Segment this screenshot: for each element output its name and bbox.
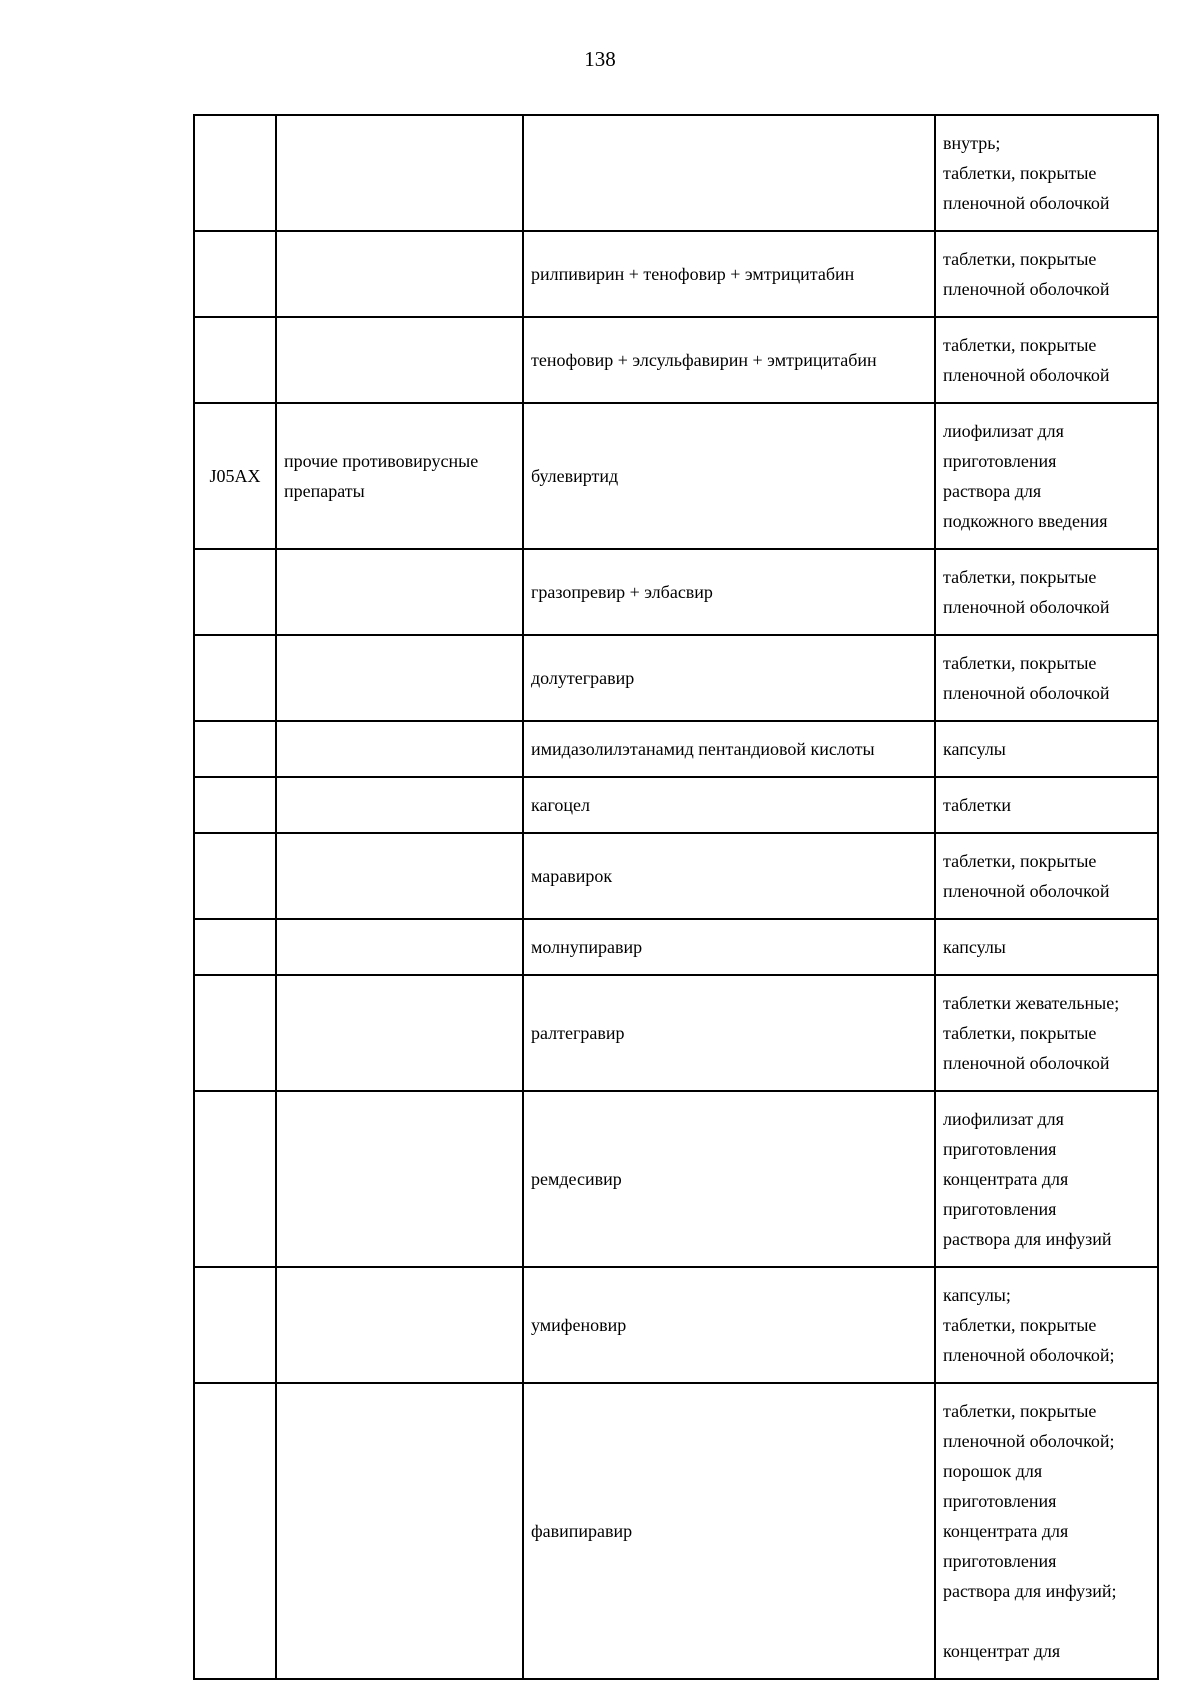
dosage-form-line: приготовления [943, 1491, 1057, 1511]
atc-code-cell [194, 317, 276, 403]
dosage-form-line: капсулы [943, 937, 1006, 957]
dosage-form-cell [935, 317, 1158, 403]
dosage-form-cell [935, 635, 1158, 721]
pharmacological-group-cell [276, 1383, 523, 1679]
group-line: прочие противовирусные [284, 451, 479, 471]
drug-name-cell: фавипиравир [523, 1383, 935, 1679]
dosage-form-line: концентрата для [943, 1169, 1069, 1189]
dosage-form-line: пленочной оболочкой; [943, 1345, 1115, 1365]
dosage-form-line: таблетки, покрытые [943, 249, 1097, 269]
dosage-form-cell [935, 833, 1158, 919]
dosage-form-line: приготовления [943, 1139, 1057, 1159]
table-row [194, 721, 1158, 777]
drug-name-cell: рилпивирин + тенофовир + эмтрицитабин [523, 231, 935, 317]
atc-code-cell [194, 777, 276, 833]
group-line: препараты [284, 481, 365, 501]
atc-code-cell [194, 231, 276, 317]
dosage-form-cell [935, 777, 1158, 833]
atc-code-cell [194, 721, 276, 777]
dosage-form-line: таблетки, покрытые [943, 163, 1097, 183]
dosage-form-line: раствора для [943, 481, 1042, 501]
table-row [194, 231, 1158, 317]
dosage-form-line: лиофилизат для [943, 1109, 1064, 1129]
atc-code-cell: J05AX [194, 403, 276, 549]
dosage-form-line: таблетки, покрытые [943, 567, 1097, 587]
table-row [194, 549, 1158, 635]
pharmacological-group-cell [276, 777, 523, 833]
atc-code-cell [194, 115, 276, 231]
dosage-form-line: пленочной оболочкой [943, 1053, 1110, 1073]
drug-name-cell: умифеновир [523, 1267, 935, 1383]
dosage-form-line: таблетки [943, 795, 1012, 815]
dosage-form-line: пленочной оболочкой [943, 193, 1110, 213]
dosage-form-line: капсулы; [943, 1285, 1011, 1305]
pharmacological-group-cell [276, 975, 523, 1091]
drug-name-cell: имидазолилэтанамид пентандиовой кислоты [523, 721, 935, 777]
dosage-form-cell [935, 919, 1158, 975]
drug-name-cell: ремдесивир [523, 1091, 935, 1267]
atc-code-cell [194, 919, 276, 975]
atc-code-cell [194, 1091, 276, 1267]
dosage-form-line: приготовления [943, 1199, 1057, 1219]
dosage-form-line: концентрата для [943, 1521, 1069, 1541]
atc-code-cell [194, 833, 276, 919]
table-row [194, 833, 1158, 919]
dosage-form-line: таблетки, покрытые [943, 653, 1097, 673]
dosage-form-line: таблетки жевательные; [943, 993, 1120, 1013]
dosage-form-line: таблетки, покрытые [943, 1315, 1097, 1335]
dosage-form-line: капсулы [943, 739, 1006, 759]
pharmacological-group-cell [276, 833, 523, 919]
dosage-form-line: таблетки, покрытые [943, 1023, 1097, 1043]
dosage-form-cell [935, 975, 1158, 1091]
atc-code-cell [194, 1383, 276, 1679]
dosage-form-line [943, 1606, 1150, 1636]
atc-code-cell [194, 975, 276, 1091]
dosage-form-line: раствора для инфузий; [943, 1581, 1117, 1601]
table-row [194, 1091, 1158, 1267]
dosage-form-line: лиофилизат для [943, 421, 1064, 441]
table-row [194, 317, 1158, 403]
dosage-form-line: раствора для инфузий [943, 1229, 1112, 1249]
dosage-form-line: концентрат для [943, 1641, 1061, 1661]
dosage-form-line: таблетки, покрытые [943, 1401, 1097, 1421]
drug-name-cell: тенофовир + элсульфавирин + эмтрицитабин [523, 317, 935, 403]
dosage-form-line: пленочной оболочкой [943, 597, 1110, 617]
drug-name-cell: ралтегравир [523, 975, 935, 1091]
table-row [194, 1383, 1158, 1679]
drug-table [193, 114, 1159, 1680]
dosage-form-line: пленочной оболочкой [943, 365, 1110, 385]
dosage-form-cell [935, 231, 1158, 317]
drug-name-cell: булевиртид [523, 403, 935, 549]
pharmacological-group-cell [276, 403, 523, 549]
dosage-form-line: пленочной оболочкой [943, 881, 1110, 901]
dosage-form-cell [935, 1267, 1158, 1383]
table-row [194, 919, 1158, 975]
drug-name-cell: гразопревир + элбасвир [523, 549, 935, 635]
dosage-form-line: подкожного введения [943, 511, 1108, 531]
table-row [194, 777, 1158, 833]
pharmacological-group-cell [276, 1267, 523, 1383]
pharmacological-group-cell [276, 635, 523, 721]
pharmacological-group-cell [276, 317, 523, 403]
pharmacological-group-cell [276, 549, 523, 635]
atc-code-cell [194, 635, 276, 721]
pharmacological-group-cell [276, 115, 523, 231]
dosage-form-line: пленочной оболочкой; [943, 1431, 1115, 1451]
pharmacological-group-cell [276, 721, 523, 777]
dosage-form-cell [935, 115, 1158, 231]
table-row [194, 635, 1158, 721]
atc-code-cell [194, 549, 276, 635]
drug-name-cell: кагоцел [523, 777, 935, 833]
table-body [194, 115, 1158, 1679]
dosage-form-line: внутрь; [943, 133, 1001, 153]
pharmacological-group-cell [276, 1091, 523, 1267]
drug-name-cell: маравирок [523, 833, 935, 919]
table-row [194, 115, 1158, 231]
page-number: 138 [584, 47, 616, 71]
dosage-form-line: приготовления [943, 451, 1057, 471]
dosage-form-cell [935, 1091, 1158, 1267]
drug-name-cell: молнупиравир [523, 919, 935, 975]
table-row [194, 1267, 1158, 1383]
dosage-form-line: таблетки, покрытые [943, 335, 1097, 355]
pharmacological-group-cell [276, 919, 523, 975]
dosage-form-cell [935, 721, 1158, 777]
dosage-form-line: порошок для [943, 1461, 1043, 1481]
dosage-form-line: таблетки, покрытые [943, 851, 1097, 871]
drug-name-cell [523, 115, 935, 231]
table-row [194, 975, 1158, 1091]
table-row [194, 403, 1158, 549]
dosage-form-cell [935, 1383, 1158, 1679]
drug-name-cell: долутегравир [523, 635, 935, 721]
dosage-form-line: пленочной оболочкой [943, 279, 1110, 299]
dosage-form-cell [935, 549, 1158, 635]
atc-code-cell [194, 1267, 276, 1383]
dosage-form-line: приготовления [943, 1551, 1057, 1571]
dosage-form-cell [935, 403, 1158, 549]
pharmacological-group-cell [276, 231, 523, 317]
dosage-form-line: пленочной оболочкой [943, 683, 1110, 703]
